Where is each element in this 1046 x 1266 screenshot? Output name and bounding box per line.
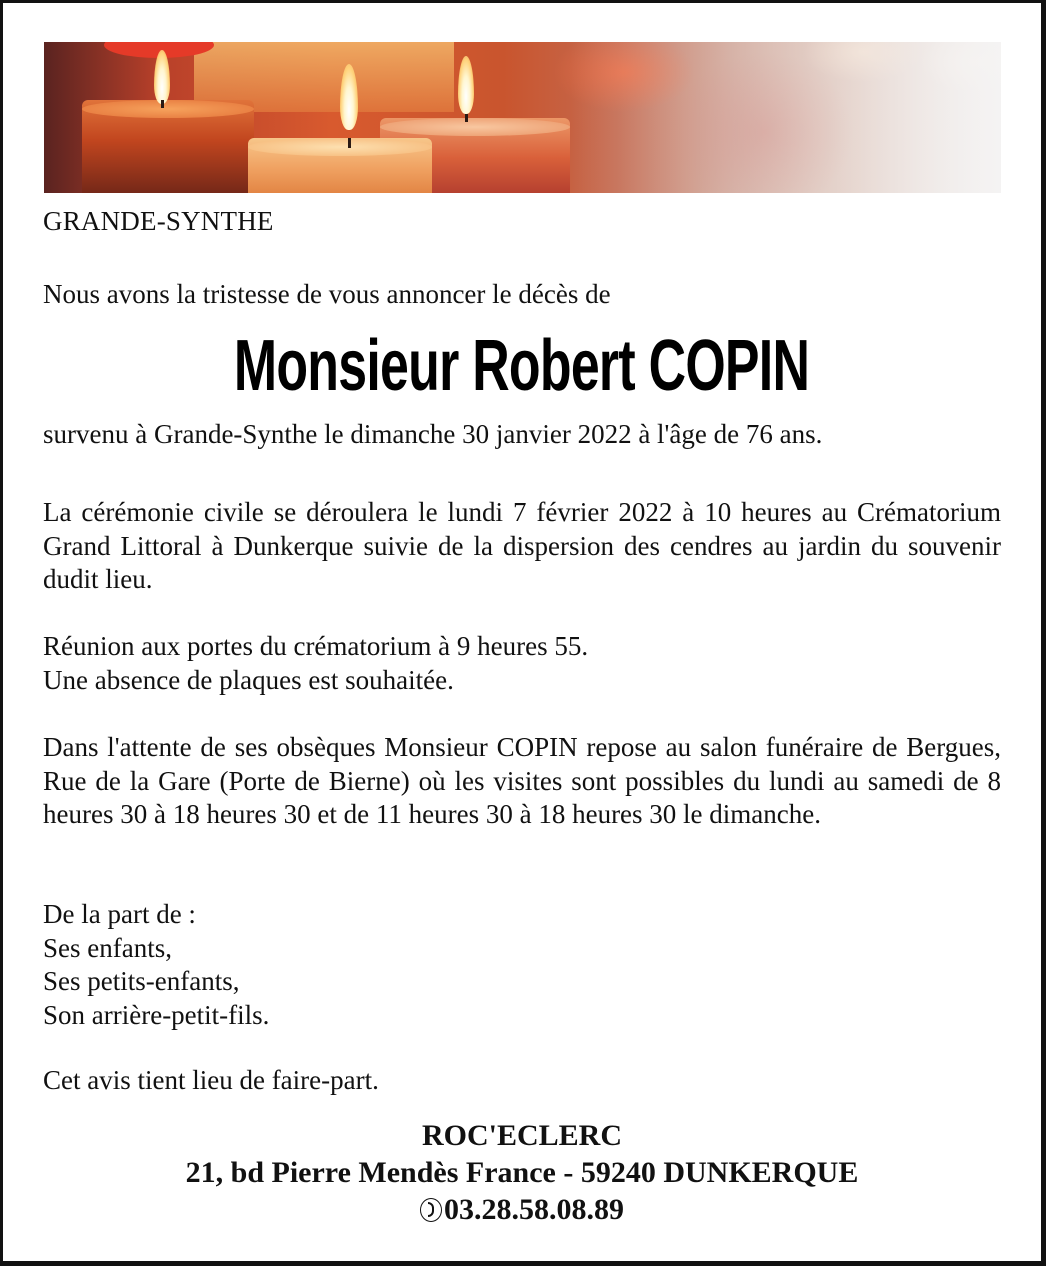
no-plaques-text: Une absence de plaques est souhaitée.: [43, 664, 454, 695]
locality-heading: GRANDE-SYNTHE: [43, 206, 274, 236]
candles-banner-image: [44, 42, 1001, 193]
wick: [348, 138, 351, 148]
candle-left: [82, 100, 254, 193]
deceased-name: Monsieur Robert COPIN: [234, 326, 810, 406]
flame-icon: [154, 50, 170, 104]
candle-middle: [248, 138, 432, 193]
visitation-paragraph: Dans l'attente de ses obsèques Monsieur COPIN repose au salon funéraire de Bergues, Rue de la Gare (Porte de Bierne) où les visites sont possibles du lundi au samedi de 8 heures 30 à 18 heures 30 et de 11 heures 30 à 18 heures 30 le dimanche.: [43, 732, 1001, 829]
phone-icon: [420, 1198, 442, 1222]
from-label: De la part de :: [43, 899, 196, 929]
funeral-home-phone: 03.28.58.08.89: [444, 1193, 624, 1226]
family-member: Ses petits-enfants,: [43, 966, 240, 996]
closing-text: Cet avis tient lieu de faire-part.: [43, 1065, 379, 1095]
family-block: [43, 898, 1001, 1032]
ceremony-paragraph: La cérémonie civile se déroulera le lundi 7 février 2022 à 10 heures au Crématorium Grand Littoral à Dunkerque suivie de la dispersion des cendres au jardin du souvenir dudit lieu.: [43, 497, 1001, 594]
meeting-block: [43, 630, 1001, 697]
funeral-home-phone-line: [43, 1191, 1001, 1228]
wick: [465, 114, 468, 122]
deceased-name-block: [43, 326, 1001, 406]
meeting-text: Réunion aux portes du crématorium à 9 heures 55.: [43, 631, 589, 661]
funeral-home-address: 21, bd Pierre Mendès France - 59240 DUNKERQUE: [185, 1156, 859, 1189]
flame-icon: [458, 56, 474, 114]
funeral-home-name: ROC'ECLERC: [421, 1119, 623, 1152]
family-member: Ses enfants,: [43, 932, 172, 963]
wick: [161, 100, 164, 108]
family-member: Son arrière-petit-fils.: [43, 999, 270, 1030]
death-info-paragraph: survenu à Grande-Synthe le dimanche 30 janvier 2022 à l'âge de 76 ans.: [43, 419, 823, 449]
intro-text: Nous avons la tristesse de vous annoncer le décès de: [43, 279, 611, 309]
